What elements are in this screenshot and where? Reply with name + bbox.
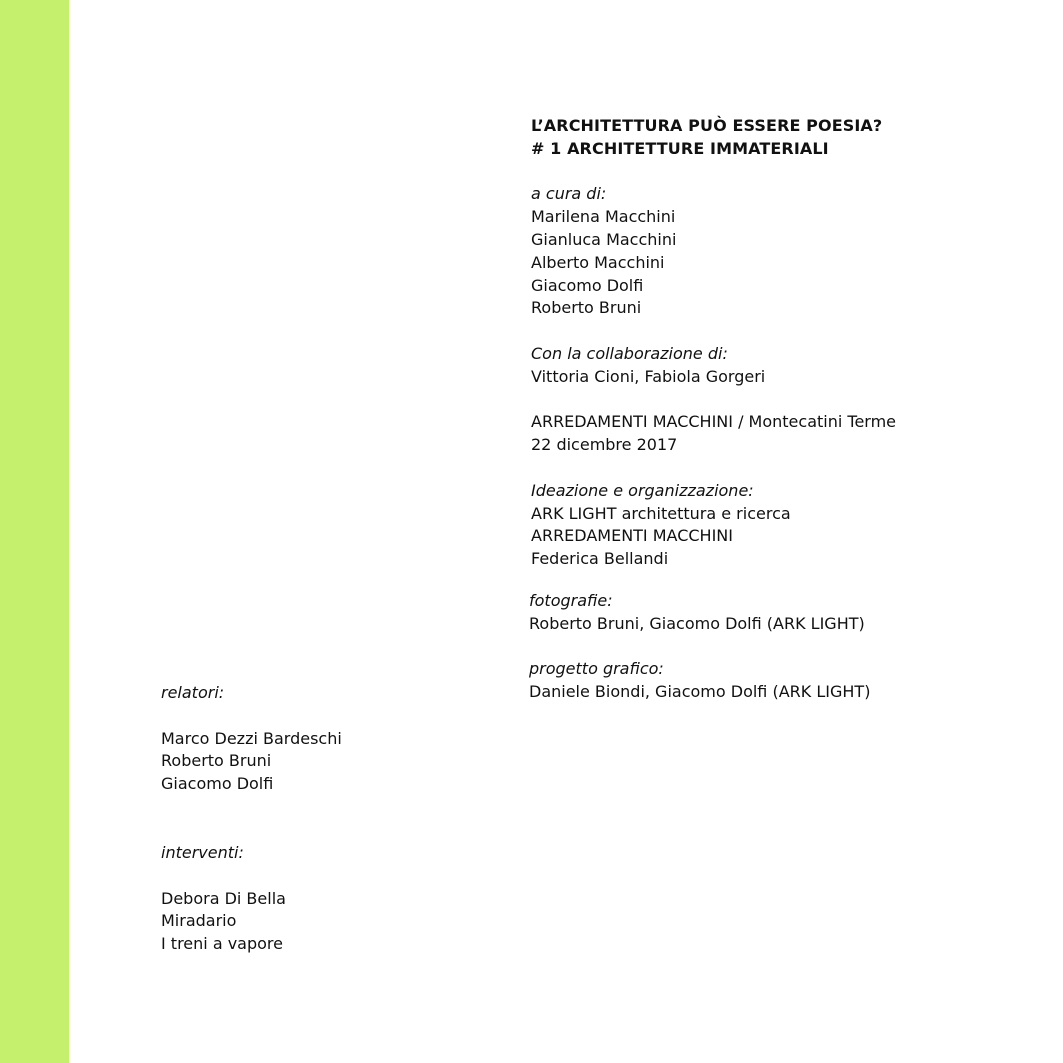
curator-name: Roberto Bruni — [531, 298, 642, 318]
speaker-name: Giacomo Dolfi — [161, 774, 274, 794]
organization-name: Federica Bellandi — [531, 549, 669, 569]
graphics-names: Daniele Biondi, Giacomo Dolfi (ARK LIGHT) — [529, 682, 871, 702]
title-line-1: L’ARCHITETTURA PUÒ ESSERE POESIA? — [531, 116, 883, 135]
venue-place: ARREDAMENTI MACCHINI / Montecatini Terme — [531, 412, 897, 432]
accent-side-bar — [0, 0, 69, 1063]
organization-heading: Ideazione e organizzazione: — [531, 480, 754, 500]
curator-name: Gianluca Macchini — [531, 229, 677, 249]
title-line-2: # 1 ARCHITETTURE IMMATERIALI — [531, 138, 829, 158]
organization-name: ARREDAMENTI MACCHINI — [531, 526, 733, 546]
speakers-block — [161, 682, 342, 796]
colophon-main — [531, 115, 896, 571]
interventions-heading: interventi: — [161, 843, 244, 862]
graphics-heading: progetto grafico: — [529, 659, 664, 679]
interventions-block — [161, 842, 286, 956]
collaboration-names: Vittoria Cioni, Fabiola Gorgeri — [531, 366, 766, 386]
speaker-name: Roberto Bruni — [161, 751, 272, 771]
speakers-heading: relatori: — [161, 683, 225, 702]
curator-name: Giacomo Dolfi — [531, 275, 644, 295]
intervention-name: Miradario — [161, 911, 237, 931]
curators-heading: a cura di: — [531, 184, 607, 204]
speaker-name: Marco Dezzi Bardeschi — [161, 728, 342, 748]
intervention-name: I treni a vapore — [161, 934, 283, 954]
collaboration-heading: Con la collaborazione di: — [531, 343, 728, 363]
credits-block — [529, 590, 870, 704]
photos-names: Roberto Bruni, Giacomo Dolfi (ARK LIGHT) — [529, 613, 865, 633]
organization-name: ARK LIGHT architettura e ricerca — [531, 503, 791, 523]
curator-name: Marilena Macchini — [531, 207, 676, 227]
venue-date: 22 dicembre 2017 — [531, 435, 678, 455]
curator-name: Alberto Macchini — [531, 252, 665, 272]
intervention-name: Debora Di Bella — [161, 888, 286, 908]
photos-heading: fotografie: — [529, 591, 613, 610]
